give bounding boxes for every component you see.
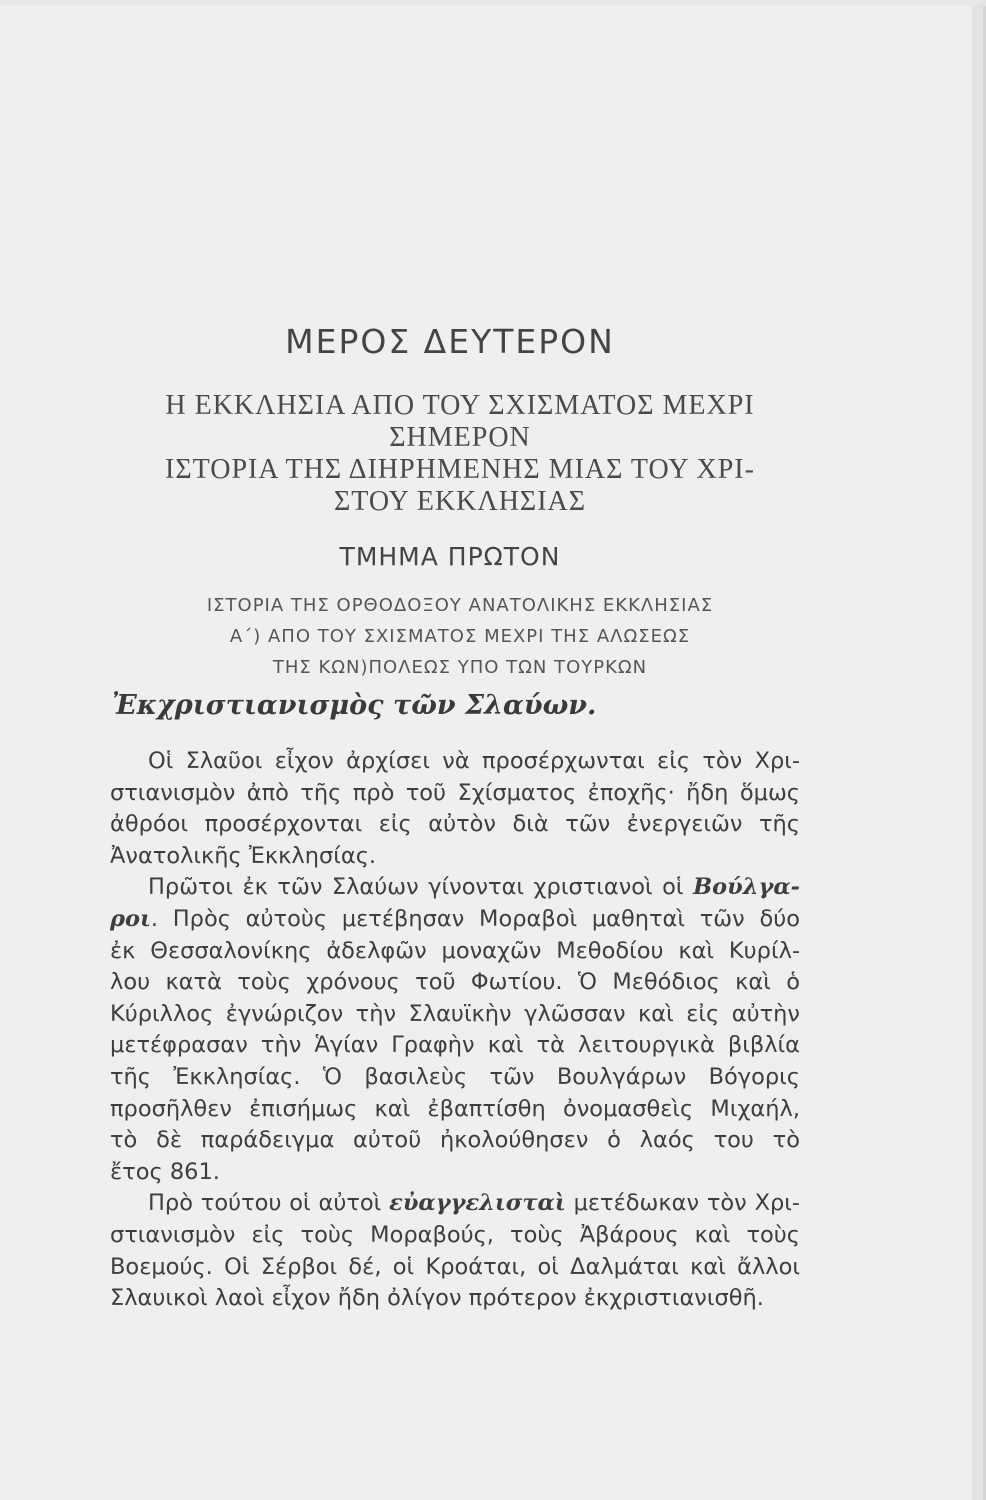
chapter-heading: Ἐκχριστιανισμὸς τῶν Σλαύων.: [112, 690, 597, 721]
text-line: Βοεμούς. Οἱ Σέρβοι δέ, οἱ Κροάται, οἱ Δαλμάται καὶ ἄλλοι: [110, 1253, 800, 1280]
text-fragment: Πρὸ τούτου οἱ αὐτοὶ: [148, 1190, 382, 1217]
text-line: τὸ δὲ παράδειγμα αὐτοῦ ἠκολούθησεν ὁ λαός του τὸ: [110, 1127, 800, 1154]
text-fragment: . Πρὸς αὐτοὺς μετέβησαν Μοραβοὶ μαθηταὶ τῶν δύο: [150, 905, 800, 932]
section-subtitle-line: ΤΗΣ ΚΩΝ)ΠΟΛΕΩΣ ΥΠΟ ΤΩΝ ΤΟΥΡΚΩΝ: [272, 657, 648, 678]
emphasized-word: εὐαγγελισταὶ: [389, 1190, 566, 1217]
text-line: τῆς Ἐκκλησίας. Ὁ βασιλεὺς τῶν Βουλγάρων Βόγορις: [110, 1063, 800, 1090]
subtitle-line: Η ΕΚΚΛΗΣΙΑ ΑΠΟ ΤΟΥ ΣΧΙΣΜΑΤΟΣ ΜΕΧΡΙ: [165, 390, 755, 421]
text-line: Κύριλλος ἐγνώριζον τὴν Σλαυϊκὴν γλῶσσαν καὶ εἰς αὐτὴν: [110, 1000, 800, 1027]
text-line: στιανισμὸν εἰς τοὺς Μοραβούς, τοὺς Ἀβάρους καὶ τοὺς: [110, 1221, 800, 1248]
emphasized-word: Βούλγα-: [693, 874, 800, 901]
text-line: [110, 1188, 800, 1220]
text-line: Οἱ Σλαῦοι εἶχον ἀρχίσει νὰ προσέρχωνται εἰς τὸν Χρι-: [148, 748, 800, 774]
text-line: Σλαυικοὶ λαοὶ εἶχον ἤδη ὀλίγον πρότερον ἐκχριστιανισθῆ.: [110, 1285, 764, 1312]
text-fragment: μετέδωκαν τὸν Χρι-: [573, 1190, 801, 1217]
section-subtitle: [130, 590, 790, 683]
subtitle: [140, 390, 780, 518]
emphasized-word: ροι: [110, 905, 151, 932]
section-subtitle-line: Α΄) ΑΠΟ ΤΟΥ ΣΧΙΣΜΑΤΟΣ ΜΕΧΡΙ ΤΗΣ ΑΛΩΣΕΩΣ: [229, 626, 691, 647]
body-text: [110, 746, 800, 1315]
text-line: Ἀνατολικῆς Ἐκκλησίας.: [110, 842, 377, 869]
subtitle-line: ΙΣΤΟΡΙΑ ΤΗΣ ΔΙΗΡΗΜΕΝΗΣ ΜΙΑΣ ΤΟΥ ΧΡΙ-: [165, 454, 755, 485]
text-fragment: Πρῶτοι ἐκ τῶν Σλαύων γίνονται χριστιανοὶ οἱ: [148, 874, 684, 901]
text-line: λου κατὰ τοὺς χρόνους τοῦ Φωτίου. Ὁ Μεθόδιος καὶ ὁ: [110, 969, 800, 996]
subtitle-line: ΣΗΜΕΡΟΝ: [389, 422, 531, 453]
part-title: ΜΕΡΟΣ ΔΕΥΤΕΡΟΝ: [285, 322, 615, 361]
text-line: στιανισμὸν ἀπὸ τῆς πρὸ τοῦ Σχίσματος ἐποχῆς· ἤδη ὅμως: [110, 779, 800, 806]
text-line: μετέφρασαν τὴν Ἁγίαν Γραφὴν καὶ τὰ λειτουργικὰ βιβλία: [110, 1032, 800, 1059]
text-line: [110, 872, 800, 904]
text-line: ἀθρόοι προσέρχονται εἰς αὐτὸν διὰ τῶν ἐνεργειῶν τῆς: [110, 811, 800, 838]
section-subtitle-line: ΙΣΤΟΡΙΑ ΤΗΣ ΟΡΘΟΔΟΞΟΥ ΑΝΑΤΟΛΙΚΗΣ ΕΚΚΛΗΣΙΑΣ: [206, 595, 714, 616]
text-line: ἔτος 861.: [110, 1158, 220, 1185]
text-line: [110, 904, 800, 936]
subtitle-line: ΣΤΟΥ ΕΚΚΛΗΣΙΑΣ: [333, 486, 587, 517]
text-line: προσῆλθεν ἐπισήμως καὶ ἐβαπτίσθη ὀνομασθεὶς Μιχαήλ,: [110, 1095, 800, 1122]
text-line: ἐκ Θεσσαλονίκης ἀδελφῶν μοναχῶν Μεθοδίου καὶ Κυρίλ-: [110, 937, 800, 964]
section-title: ΤΜΗΜΑ ΠΡΩΤΟΝ: [339, 542, 561, 571]
